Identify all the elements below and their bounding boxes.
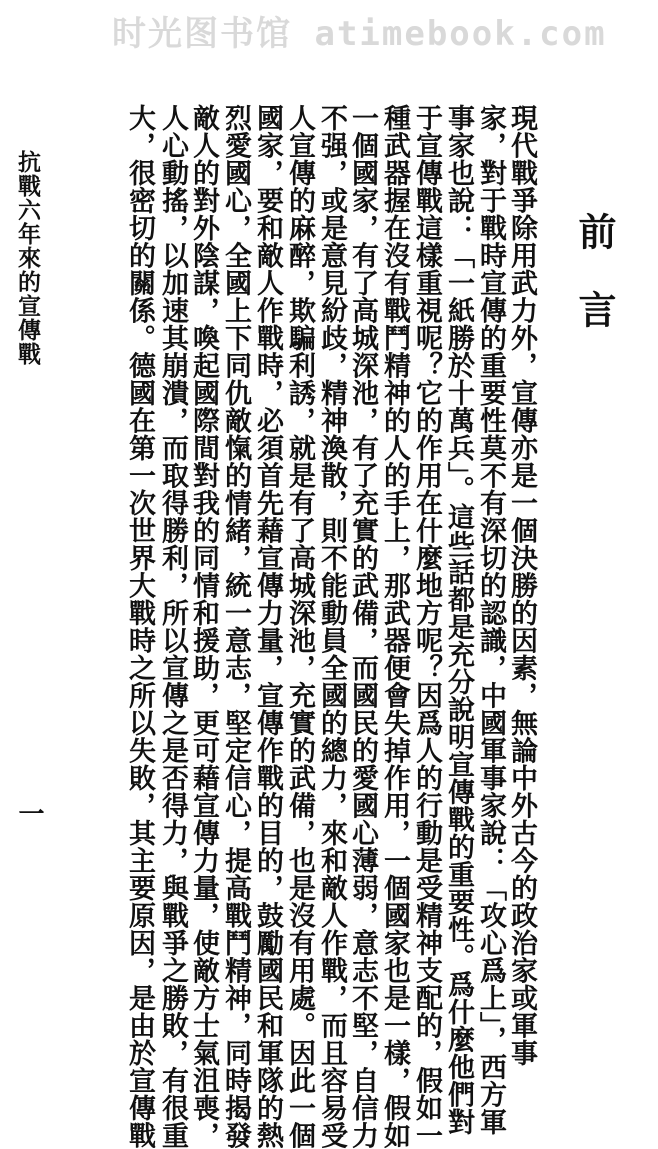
body-column-8: 人宣傳的麻醉，欺騙利誘，就是有了高城深池，充實的武備，也是沒有用處。因此一個 xyxy=(284,104,315,1149)
body-column-6: 一個國家，有了高城深池，有了充實的武備，而國民的愛國心薄弱，意志不堅，自信力 xyxy=(347,104,378,1149)
body-column-5: 種武器握在沒有戰鬥精神的人的手上，那武器便會失掉作用，一個國家也是一樣，假如 xyxy=(379,104,410,1149)
body-column-3: 事家也說：「一紙勝於十萬兵」。這些話都是充分說明宣傳戰的重要性。爲什麼他們對 xyxy=(443,104,474,1136)
body-column-13: 大，很密切的關係。德國在第一次世界大戰時之所以失敗，其主要原因，是由於宣傳戰 xyxy=(124,104,155,1149)
page-title: 前言 xyxy=(572,212,617,368)
page-number: 一 xyxy=(14,800,44,826)
body-column-4: 于宣傳戰這樣重視呢？它的作用在什麼地方呢？因爲人的行動是受精神支配的，假如一 xyxy=(411,104,442,1149)
body-column-10: 烈愛國心，全國上下同仇敵愾的情緒，統一意志，堅定信心，提高戰鬥精神，同時揭發 xyxy=(220,104,251,1149)
body-column-2: 家，對于戰時宣傳的重要性莫不有深切的認識，中國軍事家說：「攻心爲上」，西方軍 xyxy=(475,104,506,1136)
running-head: 抗戰六年來的宣傳戰 xyxy=(14,150,41,366)
body-column-9: 國家，要和敵人作戰時，必須首先藉宣傳力量，宣傳作戰的目的，鼓勵國民和軍隊的熱 xyxy=(252,104,283,1149)
body-column-12: 人心動搖，以加速其崩潰，而取得勝利，所以宣傳之是否得力，與戰爭之勝敗，有很重 xyxy=(157,104,188,1149)
body-column-1: 現代戰爭除用武力外，宣傳亦是一個決勝的因素，無論中外古今的政治家或軍事 xyxy=(506,104,537,1067)
body-column-11: 敵人的對外陰謀，喚起國際間對我的同情和援助，更可藉宣傳力量，使敵方士氣沮喪， xyxy=(188,104,219,1149)
body-column-7: 不强，或是意見紛歧，精神渙散，則不能動員全國的總力，來和敵人作戰，而且容易受 xyxy=(316,104,347,1149)
watermark: 时光图书馆 atimebook.com xyxy=(112,14,607,54)
